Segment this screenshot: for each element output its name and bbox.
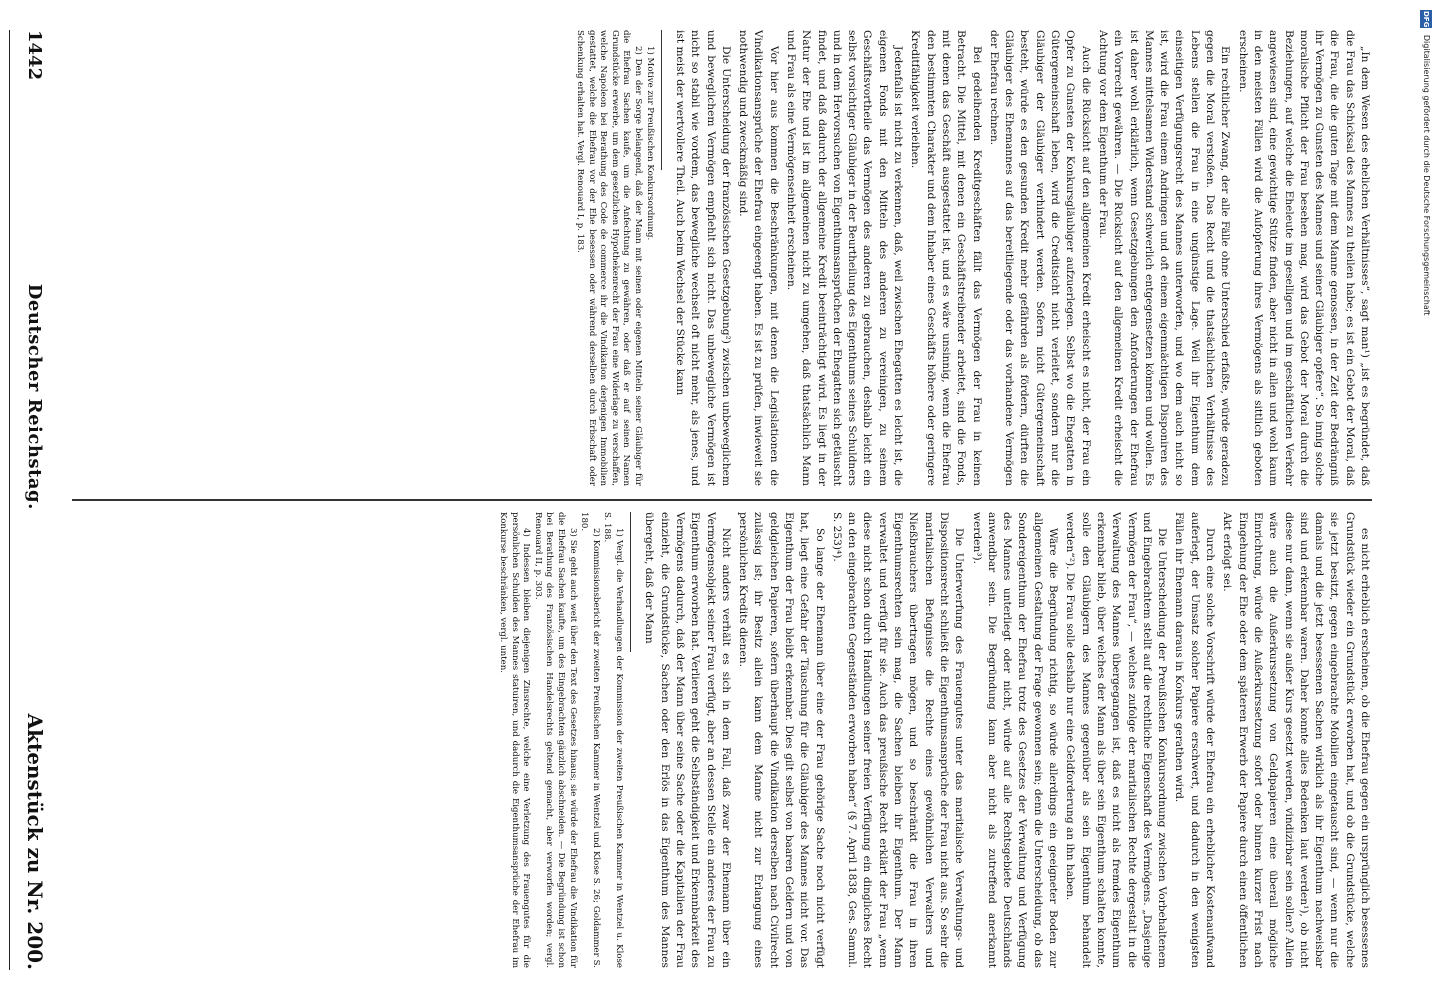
paragraph: es nicht erheblich erscheinen, ob die Ehefrau gegen ein ursprünglich besessenes Grundstück wieder ein Grundstück erworben hat, und ob die Grundstücke, welche sie jetzt besitzt, gegen eingebrachte Mobilien eingetauscht sind, — wenn nur die damals und die jetzt besessenen Sachen wirklich als ihr Eigenthum nachweisbar sind und erkennbar waren. Daher konnte alles Bedenken laut werden¹), ob nicht diese nur dann, wenn sie außer Kurs gesetzt werden, vindizirbar sein sollen? Allein wäre auch die Außerkurssetzung von Geldpapieren eine überall mögliche Einrichtung, würde die Außerkurssetzung sofort oder binnen kurzer Frist nach Eingehung der Ehe oder dem späteren Erwerb der Papiere durch einen öffentlichen Akt erfolgt sei.: [1221, 512, 1371, 968]
paragraph: Ein rechtlicher Zwang, der alle Fälle ohne Unterschied erfaßte, würde geradezu gegen die Moral verstoßen. Das Recht und die thatsächlichen Verhältnisse des Lebens stellen die Frau in eine ungünstige Lage. Weil ihr Eigenthum dem einseitigen Verfügungsrecht des Mannes unterworfen, und wo dem auch nicht so ist, wird die Frau einem Andringen und oft einem eigenmächtigen Disponiren des Mannes mittelsamen Widerstand schwerlich entgegensetzen können und wollen. Es ist daher wohl erklärlich, wenn Gesetzgebungen den Anforderungen der Ehefrau ein Vorrecht gewähren. — Die Rücksicht auf den allgemeinen Kredit erheischt die Achtung vor dem Eigenthum der Frau.: [1096, 30, 1232, 486]
footnote-rule: [630, 512, 631, 652]
paragraph: Die Unterscheidung der französischen Gesetzgebung²) zwischen unbeweglichem und beweglichem Vermögen empfiehlt sich nicht. Das unbewegliche Vermögen ist nicht so stabil wie vordem, das bewegliche wechselt oft nicht mehr, als jenes, und ist meist der wertvollere Theil. Auch beim Wechsel der Stücke kann: [673, 30, 732, 486]
dfg-logo: DFG: [1422, 11, 1430, 28]
footnote: 3) Sie geht auch weit über den Text des Gesetzes hinaus; sie würde der Ehefrau die Vindikation für die Ehefrau Sachen kaufte, um des Eingebrachten gänzlich abschneiden. — Die Begründung ist schon bei Berathung des Französischen Handelsrechts geltend gemacht, aber verworfen worden; vergl. Renouard II, p. 303.: [532, 512, 578, 968]
digitization-credit: [1416, 10, 1432, 990]
footnote: 1) Motive zur Preußischen Konkursordnung.: [644, 46, 655, 241]
paragraph: So lange der Ehemann über eine der Frau gehörige Sache noch nicht verfügt hat, liegt eine Gefahr der Täuschung für die Gläubiger des Mannes nicht vor. Das Eigenthum der Frau bleibt erkennbar. Dies gilt selbst von baaren Geldern und von geldgleichen Papieren, sofern überhaupt die Vindikation derselben nach Civilrecht zulässig ist; ihr Besitz allein kann dem Manne nicht zur Erlangung eines persönlichen Kredits dienen.: [737, 512, 826, 968]
footnote: 2) Den der Sorge belangend, daß der Mann mit seinen oder eigenen Mitteln seiner Gläubiger für die Ehefrau Sachen kaufe, um die Anfechtung zu gewähren, oder daß er auf seinen Namen Grundstücke erwerbe, um dem gesetzlichen Hypothekenrecht der Frau eine Widerlage zu verschaffen, welche Napoleon bei Berathung des Code de commerce ihr die Vindikation derjenigen Immobilien gestattet, welche die Ehefrau vor der Ehe besessen oder während derselben durch Erbschaft oder Schenkung erhalten hat. Vergl. Renouard I, p. 183.: [575, 30, 644, 486]
left-column: [72, 30, 1372, 486]
footnote: 2) Kommissionsbericht der zweiten Preußischen Kammer in Wentzel und Klose S. 26; Goldammer S. 180.: [579, 512, 601, 968]
paragraph: „In dem Wesen des ehelichen Verhältnisses“, sagt man¹) „ist es begründet, daß die Frau das Schicksal des Mannes zu theilen habe; es ist ein Gebot der Moral, daß die Frau, die die guten Tage mit dem Manne genossen, in der Zeit der Bedrängniß ihr Vermögen zu Gunsten des Mannes und seiner Gläubiger opfere“. So innig solche moralische Pflicht der Frau besehen mag, wird das Gebot der Moral durch die Beziehungen, auf welche die Eheleute im geselligen und im geschäftlichen Verkehr angewiesen sind, eine gewichtige Stütze finden, aber nicht in allen und wohl kaum in den meisten Fällen wird die Aufopferung ihres Vermögens als sittlich geboten erscheinen.: [1236, 30, 1371, 486]
footnote: 1) Vergl. die Verhandlungen der Kommission der zweiten Preußischen Kammer in Wentzel u. Klose S. 188.: [602, 512, 625, 968]
paragraph: Auch die Rücksicht auf den allgemeinen Kredit erheischt es nicht, der Frau ein Opfer zu Gunsten der Konkursgläubiger aufzuerlegen. Selbst wo die Ehegatten in Gütergemeinschaft leben, wird die Creditsicht nicht verleitet, sondern nur die Gläubiger der Gläubiger verhindert werden. Sofern nicht Gütergemeinschaft besteht, würde es den gesunden Kredit mehr gefährden als fördern, dürften die Gläubiger des Ehemannes auf das bereitliegende oder das vorhandene Vermögen der Ehefrau rechnen.: [987, 30, 1092, 486]
paragraph: Nicht anders verhält es sich in dem Fall, daß zwar der Ehemann über ein Vermögensobjekt seiner Frau verfügt, aber an dessen Stelle ein anderes der Frau zu Eigenthum erworben hat. Verlieren geht die Selbständigkeit und Erkennbarkeit des Vermögens dadurch, daß der Mann über seine Sache oder die Kapitalien der Frau einzieht, die Grundstücke, Sachen oder den Erlös in das Eigenthum des Mannes übergeht, daß der Mann: [643, 512, 732, 968]
document-reference: Aktenstück zu Nr. 200.: [23, 713, 47, 970]
digitization-credit-text: Digitalisierung gefördert durch die Deutsche Forschungsgemeinschaft: [1422, 34, 1431, 316]
page-number: 1442: [24, 30, 46, 81]
paragraph: Durch eine solche Vorschrift würde der Ehefrau ein erheblicher Kostenaufwand auferlegt, der Umsatz solcher Papiere erschwert, und dadurch in den wenigsten Fällen ihr Ehemann daraus in Konkurs gerathen wird.: [1173, 512, 1217, 968]
page-header: [9, 30, 60, 970]
footnote: 4) Indessen bleiben diejenigen Zinsrechte, welche eine Verletzung des Frauengutes für die persönlichen Schulden des Mannes statuiren, und dadurch die Eigenthumsansprüche der Ehefrau im Konkurse beschränken, vergl. unten.: [498, 512, 532, 968]
paragraph: Wäre die Begründung richtig, so würde allerdings ein geeigneter Boden zur allgemeinen Gestaltung der Frage gewonnen sein; denn die Unterscheidung, ob das Sondereigenthum der Ehefrau trotz des Gesetzes der Verwaltung und Verfügung des Mannes unterliegt oder nicht, würde auf alle Rechtsgebiete Deutschlands anwendbar sein. Die Begründung kann aber nicht als zutreffend anerkannt werden³).: [970, 512, 1060, 968]
paragraph: Die Unterwerfung des Frauengutes unter das maritalische Verwaltungs- und Dispositionsrecht schließt die Eigenthumsansprüche der Frau nicht aus. So sehr die maritalischen Befugnisse die Rechte eines gewöhnlichen Verwalters und Nießbrauchers übertragen mögen, und so beschränkt die Frau in ihren Eigenthumsrechten sein mag, die Sachen bleiben ihr Eigenthum. Der Mann verwaltet und verfügt für sie. Auch das preußische Recht erklärt der Frau „wenn diese nicht schon durch Handlungen seiner freien Verfügung ein dingliches Recht an den eingebrachten Gegenständen erworben haben“ (§ 7. April 1838, Ges. Samml. S. 253)⁴).: [830, 512, 966, 968]
page-title: Deutscher Reichstag.: [24, 283, 46, 510]
paragraph: Bei gedeihenden Kreditgeschäften fällt das Vermögen der Frau in keinen Betracht. Die Mittel, mit denen ein Geschäftstreibender arbeitet, sind die Fonds, mit denen das Geschäft ausgestattet ist, und es wäre unsinnig, wenn die Ehefrau den bestimmten Charakter und dem Inhaber eines Geschäfts höhere oder geringere Kreditfähigkeit verleihen.: [909, 30, 983, 486]
paragraph: Jedenfalls ist nicht zu verkennen, daß, weil zwischen Ehegatten es leicht ist, die eigenen Fonds mit den Mitteln des anderen zu vereinigen, zu seinem Geschäftsvortheile das Vermögen des anderen zu gebrauchen, deshalb leicht ein selbst vorsichtiger Gläubiger in der Beurtheilung des Eigenthums seines Schuldners und in dem Hervorsuchen von Eigenthumsansprüchen der Ehegatten sich getäuscht findet, und daß dadurch der allgemeine Kredit beeinträchtigt wird. Es liegt in der Natur der Ehe und ist im allgemeinen nicht zu umgehen, daß thatsächlich Mann und Frau als eine Vermögenseinheit erscheinen.: [785, 30, 905, 486]
right-column-body: [641, 512, 1372, 968]
footnote-rule: [661, 30, 662, 170]
left-column-body: [672, 30, 1372, 486]
paragraph: Vor hier aus kommen die Beschränkungen, mit denen die Legislationen die Vindikationsansprüche der Ehefrau eingeengt haben. Es ist zu prüfen, inwieweit sie nothwendig und zweckmäßig sind.: [737, 30, 780, 486]
column-divider: [72, 499, 1372, 501]
right-footnotes: [497, 512, 625, 968]
right-column: [72, 512, 1372, 968]
paragraph: Die Unterscheidung der Preußischen Konkursordnung zwischen Vorbehaltenem und Eingebrachtem stellt auf die rechtliche Eigenschaft des Vermögens. „Dasjenige Vermögen der Frau“, — welches zufolge der maritalischen Rechte dergestalt in die Verwaltung des Mannes übergegangen ist, daß es nicht als fremdes Eigenthum erkennbar blieb, über welches der Mann als über sein Eigenthum schalten konnte, solle den Gläubigern des Mannes gegenüber als sein Eigenthum behandelt werden“²). Die Frau solle deshalb nur eine Geldforderung an ihn haben.: [1064, 512, 1169, 968]
left-footnotes: [573, 30, 654, 486]
